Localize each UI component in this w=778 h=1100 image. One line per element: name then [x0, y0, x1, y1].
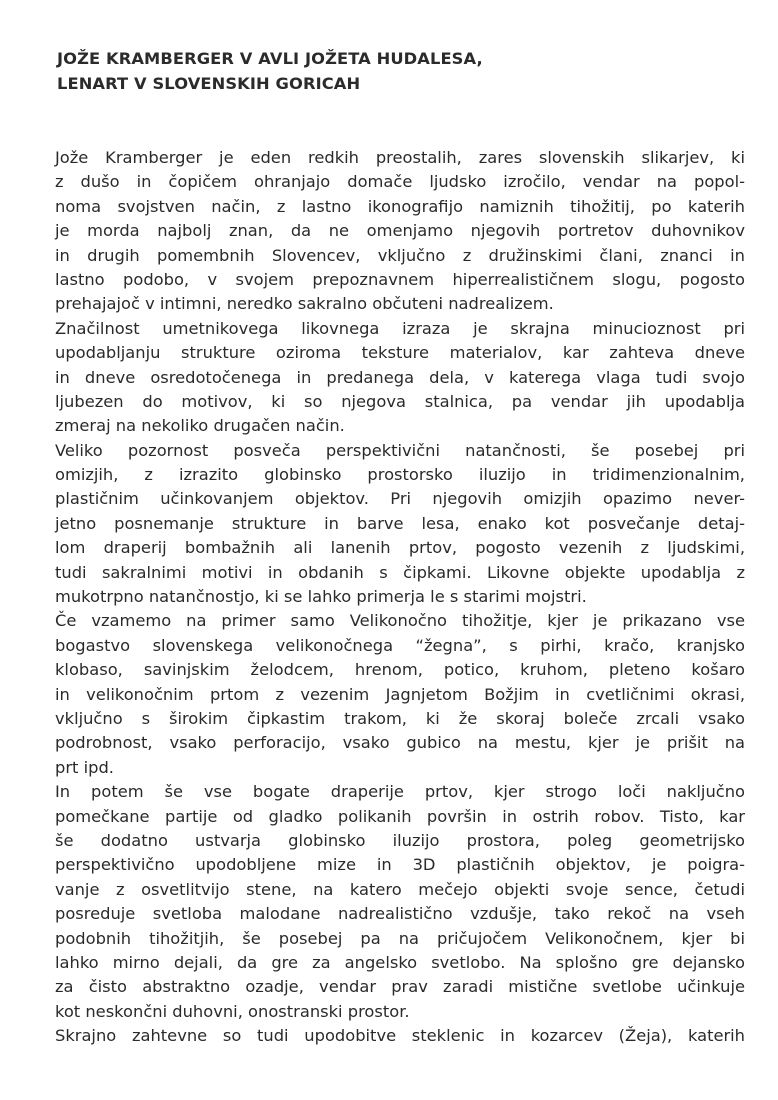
body-line: kot neskončni duhovni, onostranski prostor.: [55, 1001, 410, 1021]
body-line: bogastvo slovenskega velikonočnega “žegna”, s pirhi, kračo, kranjsko: [55, 635, 745, 655]
body-line: Veliko pozornost posveča perspektivični natančnosti, še posebej pri: [55, 440, 745, 460]
body-line: in velikonočnim prtom z vezenim Jagnjetom Božjim in cvetličnimi okrasi,: [55, 684, 745, 704]
body-line: zmeraj na nekoliko drugačen način.: [55, 416, 345, 436]
body-line: noma svojstven način, z lastno ikonografijo namiznih tihožitij, po katerih: [55, 196, 745, 216]
body-line: in drugih pomembnih Slovencev, vključno z družinskimi člani, znanci in: [55, 245, 745, 265]
body-line: tudi sakralnimi motivi in obdanih s čipkami. Likovne objekte upodablja z: [55, 562, 745, 582]
body-line: klobaso, savinjskim želodcem, hrenom, potico, kruhom, pleteno košaro: [55, 660, 745, 680]
body-line: lom draperij bombažnih ali lanenih prtov, pogosto vezenih z ljudskimi,: [55, 538, 745, 558]
body-line: jetno posnemanje strukture in barve lesa, enako kot posvečanje detaj-: [55, 513, 745, 533]
title-line: LENART V SLOVENSKIH GORICAH: [57, 74, 361, 93]
body-line: In potem še vse bogate draperije prtov, kjer strogo loči naključno: [55, 782, 745, 802]
body-line: še dodatno ustvarja globinsko iluzijo prostora, poleg geometrijsko: [55, 830, 745, 850]
body-line: vključno s širokim čipkastim trakom, ki že skoraj boleče zrcali vsako: [55, 708, 745, 728]
body-line: z dušo in čopičem ohranjajo domače ljudsko izročilo, vendar na popol-: [55, 172, 745, 192]
body-line: ljubezen do motivov, ki so njegova stalnica, pa vendar jih upodablja: [55, 391, 745, 411]
title-line: JOŽE KRAMBERGER V AVLI JOŽETA HUDALESA,: [57, 49, 483, 68]
body-line: mukotrpno natančnostjo, ki se lahko primerja le s starimi mojstri.: [55, 587, 587, 607]
body-line: upodabljanju strukture oziroma teksture materialov, kar zahteva dneve: [55, 343, 745, 363]
body-line: posreduje svetloba malodane nadrealistično vzdušje, tako rekoč na vseh: [55, 904, 745, 924]
body-line: Če vzamemo na primer samo Velikonočno tihožitje, kjer je prikazano vse: [55, 611, 745, 631]
body-line: in dneve osredotočenega in predanega dela, v katerega vlaga tudi svojo: [55, 367, 745, 387]
article-title: [57, 46, 737, 96]
body-line: Skrajno zahtevne so tudi upodobitve steklenic in kozarcev (Žeja), katerih: [55, 1026, 745, 1046]
body-line: prehajajoč v intimni, neredko sakralno občuteni nadrealizem.: [55, 294, 554, 314]
body-line: pomečkane partije od gladko polikanih površin in ostrih robov. Tisto, kar: [55, 806, 745, 826]
body-line: omizjih, z izrazito globinsko prostorsko iluzijo in tridimenzionalnim,: [55, 465, 745, 485]
body-line: podrobnost, vsako perforacijo, vsako gubico na mestu, kjer je prišit na: [55, 733, 745, 753]
body-line: prt ipd.: [55, 757, 114, 777]
body-line: je morda najbolj znan, da ne omenjamo njegovih portretov duhovnikov: [55, 221, 745, 241]
article-body: [55, 146, 745, 1048]
body-line: lahko mirno dejali, da gre za angelsko svetlobo. Na splošno gre dejansko: [55, 952, 745, 972]
body-line: lastno podobo, v svojem prepoznavnem hiperrealističnem slogu, pogosto: [55, 269, 745, 289]
body-line: Značilnost umetnikovega likovnega izraza je skrajna minucioznost pri: [55, 318, 745, 338]
body-line: podobnih tihožitjih, še posebej pa na pričujočem Velikonočnem, kjer bi: [55, 928, 745, 948]
body-line: vanje z osvetlitvijo stene, na katero mečejo objekti svoje sence, četudi: [55, 879, 745, 899]
body-line: Jože Kramberger je eden redkih preostalih, zares slovenskih slikarjev, ki: [55, 148, 745, 167]
body-line: za čisto abstraktno ozadje, vendar prav zaradi mistične svetlobe učinkuje: [55, 977, 745, 997]
body-line: plastičnim učinkovanjem objektov. Pri njegovih omizjih opazimo never-: [55, 489, 745, 509]
body-line: perspektivično upodobljene mize in 3D plastičnih objektov, je poigra-: [55, 855, 745, 875]
